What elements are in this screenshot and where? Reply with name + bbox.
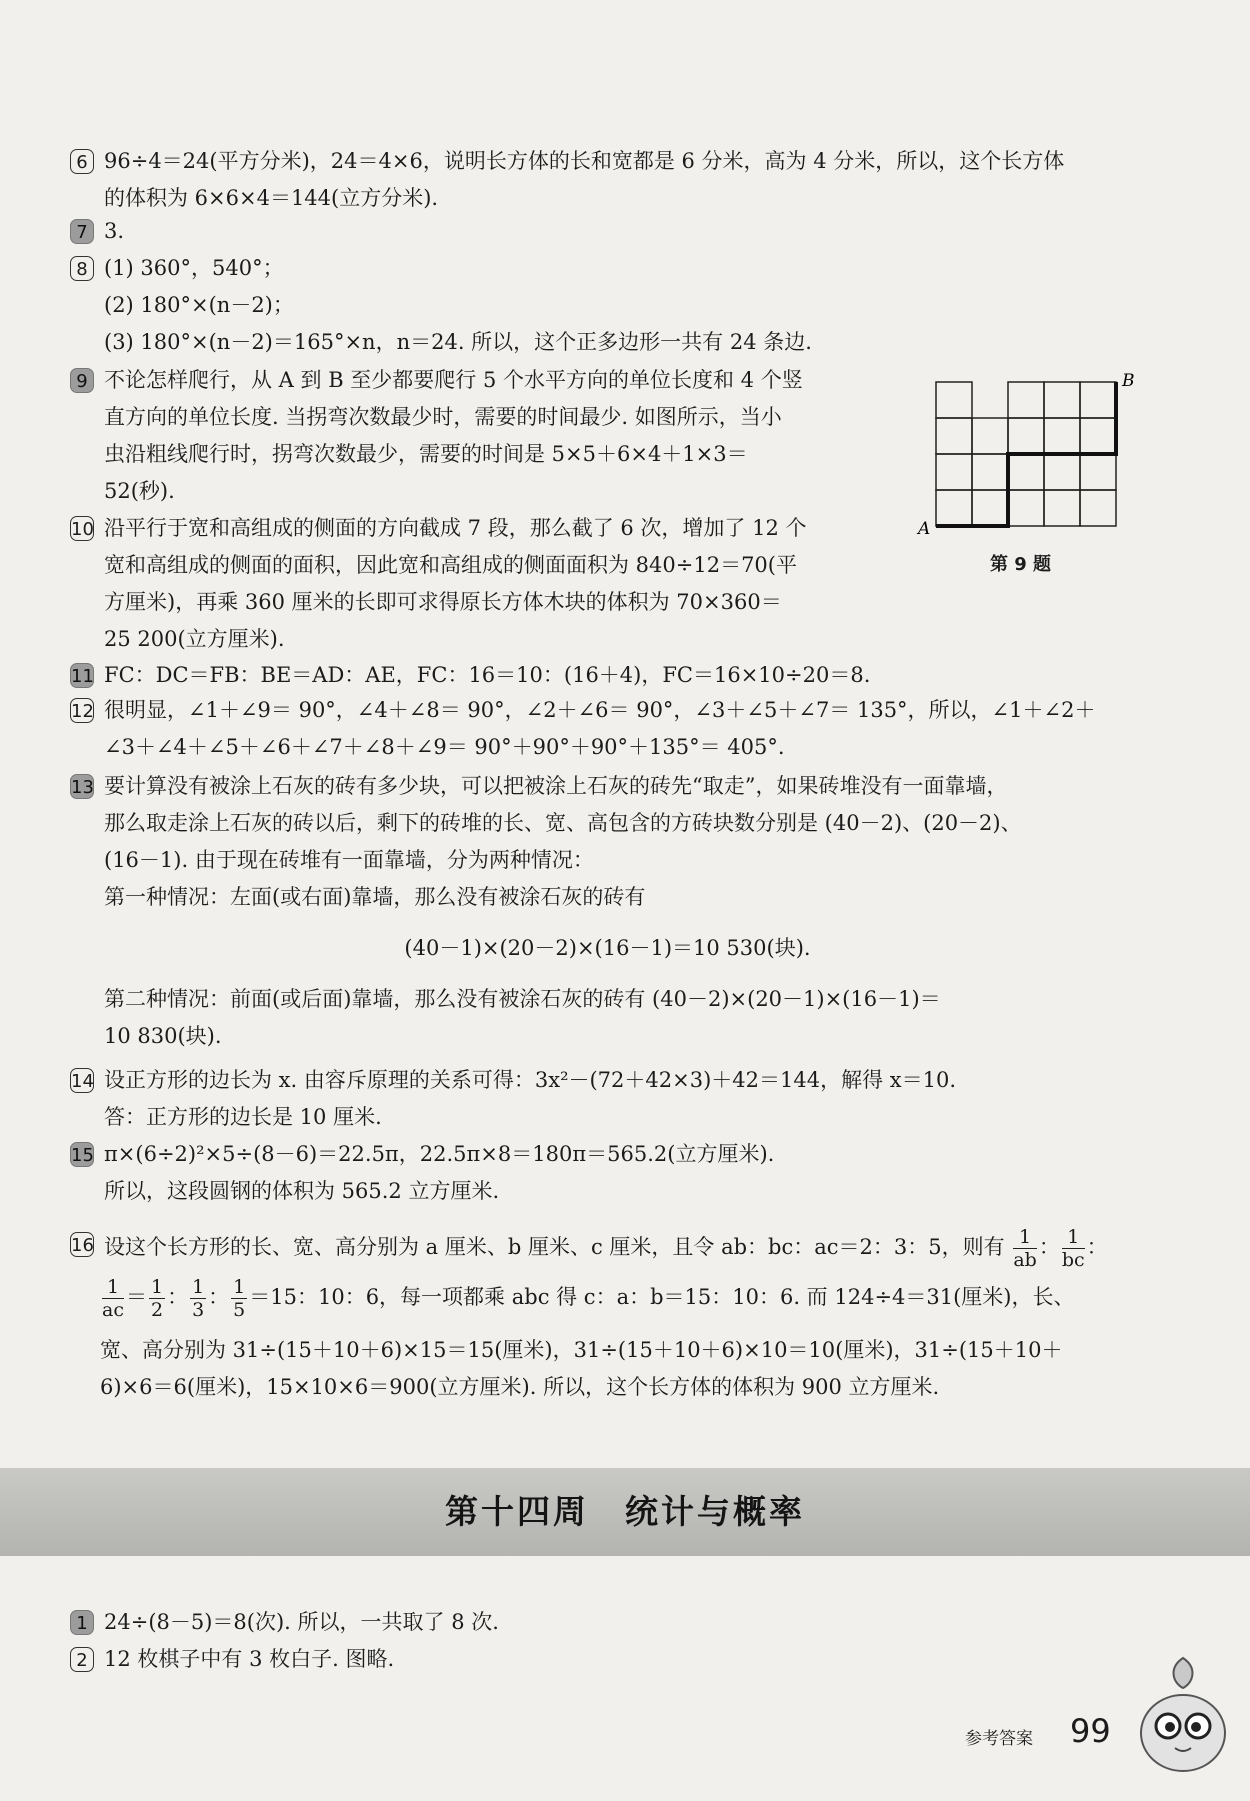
grid-path-diagram xyxy=(910,372,1140,552)
figure-caption: 第 9 题 xyxy=(990,554,1052,575)
answer-line: (16－1). 由于现在砖堆有一面靠墙，分为两种情况： xyxy=(104,848,594,872)
answer-7 xyxy=(70,213,1145,250)
answer-16 xyxy=(70,1226,1145,1406)
answer-line: ∠3＋∠4＋∠5＋∠6＋∠7＋∠8＋∠9＝ 90°＋90°＋90°＋135°＝ 405°. xyxy=(104,735,785,759)
section-title: 第十四周 统计与概率 xyxy=(445,1492,805,1531)
fraction: $\frac{1}{2}$ xyxy=(150,1276,164,1321)
fraction: $\frac{1}{bc}$ xyxy=(1061,1226,1085,1271)
question-number: 7 xyxy=(70,219,94,244)
answer-line: 52(秒). xyxy=(104,479,175,503)
answer-line: (2) 180°×(n－2)； xyxy=(104,293,294,317)
answer-line: 设这个长方形的长、宽、高分别为 a 厘米、b 厘米、c 厘米，且令 ab：bc：ac＝2：3：5，则有 $\frac{1}{ab}$ ： $\frac{1}{bc}$ ： xyxy=(104,1226,1108,1271)
answer-line: 那么取走涂上石灰的砖以后，剩下的砖堆的长、宽、高包含的方砖块数分别是 (40－2)、(20－2)、 xyxy=(104,811,1022,835)
answer-12 xyxy=(70,692,1145,766)
answer-line: 直方向的单位长度. 当拐弯次数最少时，需要的时间最少. 如图所示，当小 xyxy=(104,405,782,429)
page-number: 99 xyxy=(1070,1712,1111,1750)
answer-8 xyxy=(70,250,1145,361)
answer-line: 答：正方形的边长是 10 厘米. xyxy=(104,1105,382,1129)
question-number: 15 xyxy=(70,1142,94,1167)
answer-line: π×(6÷2)²×5÷(8－6)＝22.5π，22.5π×8＝180π＝565.2(立方厘米). xyxy=(104,1142,775,1166)
mascot-icon xyxy=(1128,1648,1238,1778)
question-number: 16 xyxy=(70,1232,94,1257)
question-number: 11 xyxy=(70,663,94,688)
question-number: 13 xyxy=(70,774,94,799)
answer-line: 10 830(块). xyxy=(104,1024,222,1048)
question-number: 6 xyxy=(70,149,94,174)
answer-11 xyxy=(70,657,1145,694)
answer-13 xyxy=(70,768,1145,1055)
question-number: 8 xyxy=(70,256,94,281)
answer-1 xyxy=(70,1604,1145,1641)
answer-line-text: ＝15：10：6，每一项都乘 abc 得 c：a：b＝15：10：6. 而 124÷4＝31(厘米)，长、 xyxy=(249,1285,1075,1309)
answer-line: 设正方形的边长为 x. 由容斥原理的关系可得：3x²－(72＋42×3)＋42＝144，解得 x＝10. xyxy=(104,1068,956,1092)
answer-line: 96÷4＝24(平方分米)，24＝4×6，说明长方体的长和宽都是 6 分米，高为 4 分米，所以，这个长方体 xyxy=(104,149,1065,173)
answer-line: (40－1)×(20－2)×(16－1)＝10 530(块). xyxy=(404,936,811,960)
answer-line: 很明显，∠1＋∠9＝ 90°，∠4＋∠8＝ 90°，∠2＋∠6＝ 90°，∠3＋∠5＋∠7＝ 135°，所以，∠1＋∠2＋ xyxy=(104,698,1096,722)
question-number: 12 xyxy=(70,698,94,723)
answer-line: 的体积为 6×6×4＝144(立方分米). xyxy=(104,186,439,210)
answer-line-text: 设这个长方形的长、宽、高分别为 a 厘米、b 厘米、c 厘米，且令 ab：bc：ac＝2：3：5，则有 xyxy=(104,1235,1005,1259)
fraction: $\frac{1}{5}$ xyxy=(233,1276,246,1321)
question-number: 14 xyxy=(70,1068,94,1093)
answer-6 xyxy=(70,143,1145,217)
answer-line: 25 200(立方厘米). xyxy=(104,627,285,651)
answer-2 xyxy=(70,1641,1145,1678)
answer-line: 宽、高分别为 31÷(15＋10＋6)×15＝15(厘米)，31÷(15＋10＋6)×10＝10(厘米)，31÷(15＋10＋ xyxy=(100,1338,1063,1362)
question-number: 2 xyxy=(70,1647,94,1672)
answer-line: (3) 180°×(n－2)＝165°×n，n＝24. 所以，这个正多边形一共有 24 条边. xyxy=(104,330,812,354)
answer-line: 要计算没有被涂上石灰的砖有多少块，可以把被涂上石灰的砖先“取走”，如果砖堆没有一面靠墙， xyxy=(104,774,1008,798)
footer-label: 参考答案 xyxy=(965,1729,1033,1749)
answer-line: 不论怎样爬行，从 A 到 B 至少都要爬行 5 个水平方向的单位长度和 4 个竖 xyxy=(104,368,803,392)
answer-line: 第一种情况：左面(或右面)靠墙，那么没有被涂石灰的砖有 xyxy=(104,885,646,909)
answer-line: $\frac{1}{ac}$ ＝ $\frac{1}{2}$ ： $\frac{1}{3}$ ： $\frac{1}{5}$ ＝15：10：6，每一项都乘 abc 得 c：a：b＝15：10：6. 而 124÷4＝31(厘米)，长、 xyxy=(102,1276,1075,1321)
fraction: $\frac{1}{ac}$ xyxy=(102,1276,124,1321)
section-banner xyxy=(0,1468,1250,1556)
answer-line: 24÷(8－5)＝8(次). 所以，一共取了 8 次. xyxy=(104,1610,499,1634)
answer-14 xyxy=(70,1062,1145,1136)
answer-line: 所以，这段圆钢的体积为 565.2 立方厘米. xyxy=(104,1179,500,1203)
answer-line: 12 枚棋子中有 3 枚白子. 图略. xyxy=(104,1647,395,1671)
answer-15 xyxy=(70,1136,1145,1210)
answer-line: FC：DC＝FB：BE＝AD：AE，FC：16＝10：(16＋4)，FC＝16×10÷20＝8. xyxy=(104,663,871,687)
answer-line: 沿平行于宽和高组成的侧面的方向截成 7 段，那么截了 6 次，增加了 12 个 xyxy=(104,516,807,540)
answer-line: 3. xyxy=(104,219,125,243)
question-number: 1 xyxy=(70,1610,94,1635)
fraction: $\frac{1}{ab}$ xyxy=(1013,1226,1037,1271)
point-b-label: B xyxy=(1122,372,1135,391)
answer-line: (1) 360°，540°； xyxy=(104,256,284,280)
question-number: 9 xyxy=(70,368,94,393)
question-number: 10 xyxy=(70,516,94,541)
answer-line: 宽和高组成的侧面的面积，因此宽和高组成的侧面面积为 840÷12＝70(平 xyxy=(104,553,797,577)
fraction: $\frac{1}{3}$ xyxy=(192,1276,205,1321)
point-a-label: A xyxy=(918,519,931,539)
answer-line: 虫沿粗线爬行时，拐弯次数最少，需要的时间是 5×5＋6×4＋1×3＝ xyxy=(104,442,748,466)
grid-figure xyxy=(910,372,1140,582)
answer-line: 方厘米)，再乘 360 厘米的长即可求得原长方体木块的体积为 70×360＝ xyxy=(104,590,782,614)
answer-line: 第二种情况：前面(或后面)靠墙，那么没有被涂石灰的砖有 (40－2)×(20－1)×(16－1)＝ xyxy=(104,987,941,1011)
answer-line: 6)×6＝6(厘米)，15×10×6＝900(立方厘米). 所以，这个长方体的体积为 900 立方厘米. xyxy=(100,1375,940,1399)
